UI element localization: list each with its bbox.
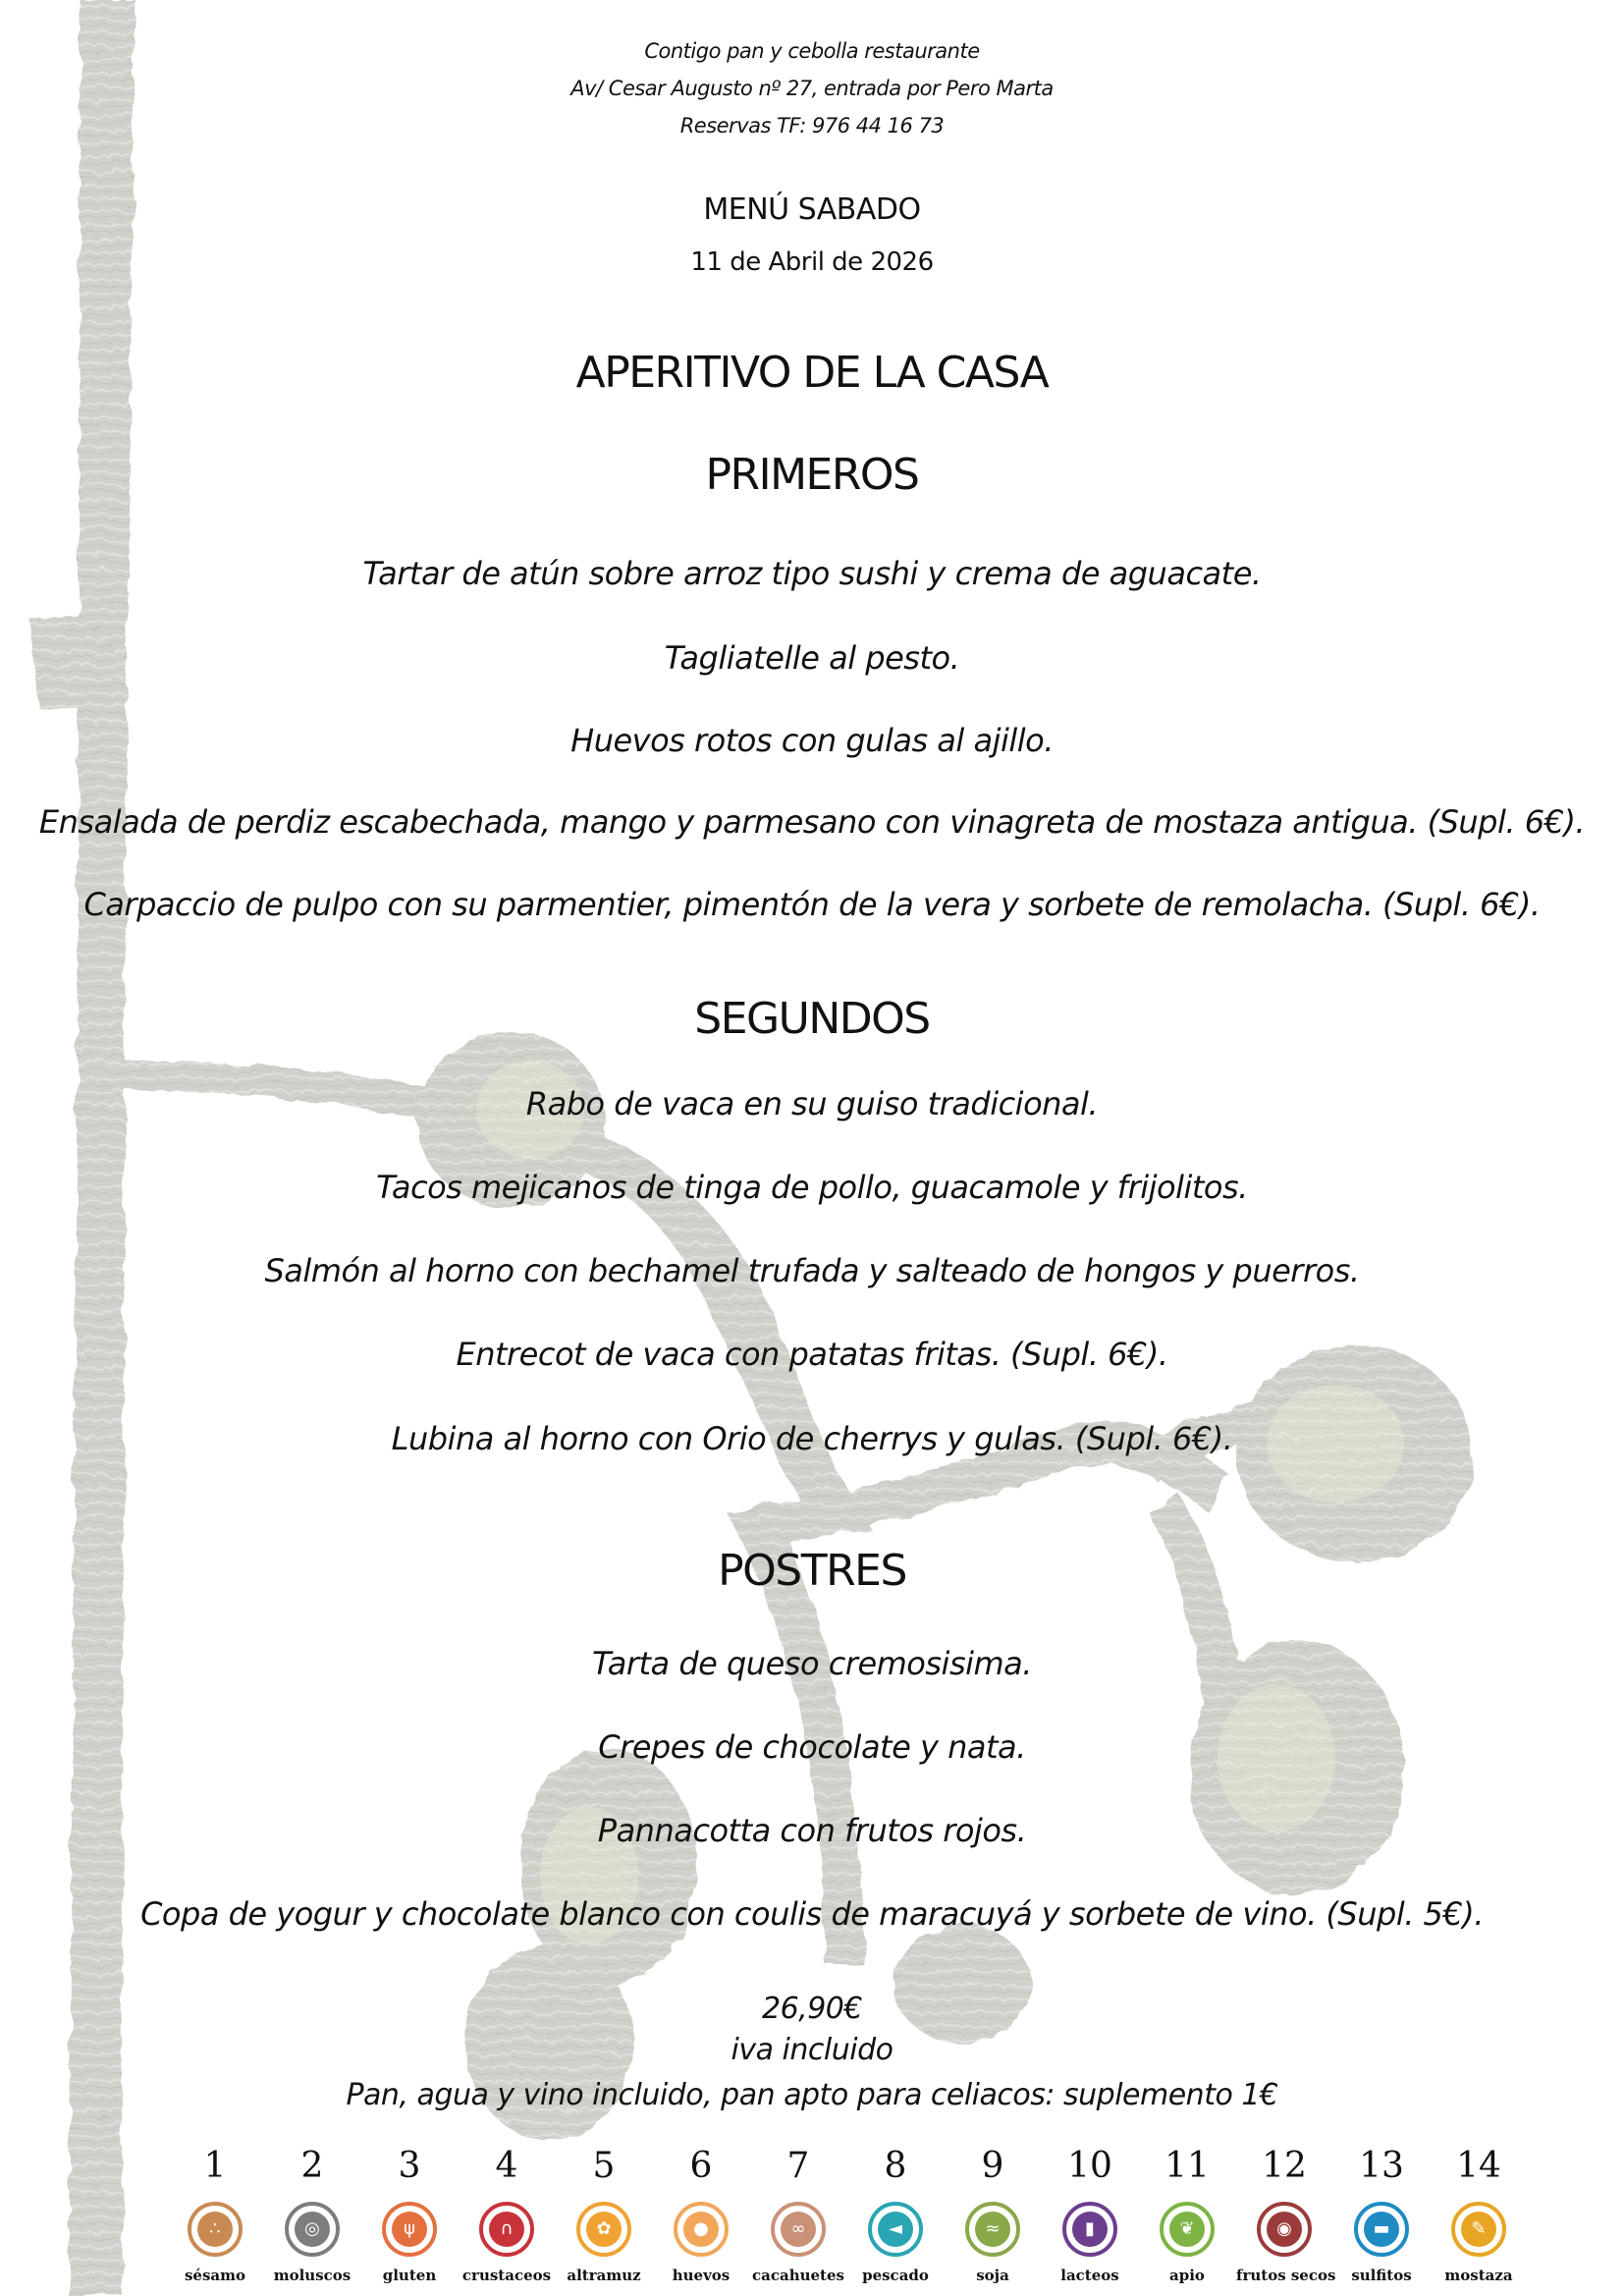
dairy-icon xyxy=(1062,2202,1117,2257)
menu-item: Carpaccio de pulpo con su parmentier, pimentón de la vera y sorbete de remolacha. (Supl. 6€). xyxy=(83,886,1541,923)
allergen-symbol: ψ xyxy=(392,2212,427,2247)
allergen-name: crustaceos xyxy=(461,2267,552,2284)
lupin-icon xyxy=(576,2202,631,2257)
nuts-icon xyxy=(1257,2202,1312,2257)
allergen-name: huevos xyxy=(672,2267,731,2284)
allergen-number: 1 xyxy=(203,2146,227,2186)
allergen-symbol: ✎ xyxy=(1461,2212,1496,2247)
allergen-number: 7 xyxy=(786,2146,810,2186)
allergen-number: 2 xyxy=(300,2146,324,2186)
soy-icon xyxy=(965,2202,1020,2257)
allergen-item xyxy=(459,2147,555,2284)
tax-note: iva incluido xyxy=(731,2033,893,2067)
allergen-name: mostaza xyxy=(1444,2267,1513,2284)
mustard-icon xyxy=(1451,2202,1506,2257)
fish-icon xyxy=(868,2202,923,2257)
allergen-number: 4 xyxy=(495,2146,518,2186)
menu-item: Entrecot de vaca con patatas fritas. (Supl. 6€). xyxy=(456,1336,1168,1373)
menu-item: Lubina al horno con Orio de cherrys y gulas. (Supl. 6€). xyxy=(391,1420,1233,1457)
section-title-primeros: PRIMEROS xyxy=(705,450,919,500)
menu-title: MENÚ SABADO xyxy=(703,192,921,227)
allergen-name: gluten xyxy=(382,2267,437,2284)
wheat-icon xyxy=(382,2202,437,2257)
section-title-segundos: SEGUNDOS xyxy=(694,994,930,1044)
allergen-name: moluscos xyxy=(273,2267,352,2284)
allergen-item xyxy=(1042,2147,1138,2284)
allergen-number: 10 xyxy=(1067,2146,1112,2186)
menu-item: Tarta de queso cremosisima. xyxy=(592,1645,1032,1682)
allergen-number: 3 xyxy=(398,2146,421,2186)
allergen-name: altramuz xyxy=(567,2267,641,2284)
allergen-name: soja xyxy=(976,2267,1009,2284)
allergen-item xyxy=(167,2147,263,2284)
allergen-symbol: ● xyxy=(683,2212,719,2247)
restaurant-address: Av/ Cesar Augusto nº 27, entrada por Pero Marta xyxy=(570,77,1054,100)
allergen-symbol: ≈ xyxy=(975,2212,1010,2247)
menu-item: Ensalada de perdiz escabechada, mango y parmesano con vinagreta de mostaza antigua. (Supl. 6€). xyxy=(38,803,1586,841)
menu-item: Tagliatelle al pesto. xyxy=(664,639,960,677)
appetizer-heading: APERITIVO DE LA CASA xyxy=(575,348,1049,398)
allergen-symbol: ✿ xyxy=(586,2212,622,2247)
sesame-icon xyxy=(188,2202,243,2257)
crustacean-icon xyxy=(479,2202,534,2257)
allergen-item xyxy=(1139,2147,1235,2284)
allergen-item xyxy=(264,2147,360,2284)
allergen-name: lacteos xyxy=(1060,2267,1119,2284)
allergen-name: sésamo xyxy=(184,2267,246,2284)
sulphites-icon xyxy=(1354,2202,1409,2257)
allergen-symbol: ∩ xyxy=(489,2212,524,2247)
allergen-name: cacahuetes xyxy=(752,2267,844,2284)
menu-item: Crepes de chocolate y nata. xyxy=(598,1728,1026,1766)
allergen-item xyxy=(653,2147,749,2284)
allergen-legend xyxy=(167,2147,1512,2294)
menu-item: Salmón al horno con bechamel trufada y salteado de hongos y puerros. xyxy=(264,1252,1360,1289)
allergen-name: sulfitos xyxy=(1351,2267,1412,2284)
allergen-symbol: ◉ xyxy=(1267,2212,1302,2247)
menu-price: 26,90€ xyxy=(762,1992,862,2026)
allergen-number: 9 xyxy=(981,2146,1004,2186)
menu-item: Pannacotta con frutos rojos. xyxy=(597,1812,1027,1849)
mollusc-icon xyxy=(285,2202,340,2257)
allergen-item xyxy=(556,2147,652,2284)
allergen-symbol: ◄ xyxy=(878,2212,913,2247)
allergen-name: apio xyxy=(1169,2267,1205,2284)
allergen-symbol: ▮ xyxy=(1072,2212,1108,2247)
menu-item: Huevos rotos con gulas al ajillo. xyxy=(570,722,1054,759)
allergen-item xyxy=(1333,2147,1430,2284)
allergen-item xyxy=(361,2147,458,2284)
allergen-name: frutos secos xyxy=(1236,2267,1336,2284)
allergen-item xyxy=(1431,2147,1527,2284)
allergen-number: 12 xyxy=(1262,2146,1307,2186)
allergen-symbol: ∴ xyxy=(197,2212,233,2247)
menu-item: Copa de yogur y chocolate blanco con coulis de maracuyá y sorbete de vino. (Supl. 5€). xyxy=(140,1895,1484,1933)
allergen-item xyxy=(847,2147,944,2284)
allergen-number: 8 xyxy=(884,2146,907,2186)
allergen-item xyxy=(945,2147,1041,2284)
allergen-symbol: ◎ xyxy=(295,2212,330,2247)
allergen-number: 14 xyxy=(1456,2146,1501,2186)
menu-date: 11 de Abril de 2026 xyxy=(690,247,934,277)
menu-item: Tacos mejicanos de tinga de pollo, guacamole y frijolitos. xyxy=(376,1169,1248,1206)
egg-icon xyxy=(674,2202,729,2257)
section-title-postres: POSTRES xyxy=(718,1546,906,1596)
allergen-number: 11 xyxy=(1164,2146,1210,2186)
reservations-phone: Reservas TF: 976 44 16 73 xyxy=(679,114,945,137)
allergen-number: 6 xyxy=(689,2146,713,2186)
extras-note: Pan, agua y vino incluido, pan apto para celiacos: suplemento 1€ xyxy=(346,2078,1278,2112)
allergen-number: 5 xyxy=(592,2146,616,2186)
allergen-symbol: ❦ xyxy=(1169,2212,1205,2247)
allergen-symbol: ∞ xyxy=(781,2212,816,2247)
menu-item: Tartar de atún sobre arroz tipo sushi y crema de aguacate. xyxy=(362,555,1262,592)
restaurant-name: Contigo pan y cebolla restaurante xyxy=(644,39,980,63)
allergen-number: 13 xyxy=(1359,2146,1404,2186)
allergen-symbol: ▬ xyxy=(1364,2212,1399,2247)
allergen-name: pescado xyxy=(862,2267,929,2284)
peanut-icon xyxy=(771,2202,826,2257)
celery-icon xyxy=(1160,2202,1215,2257)
allergen-item xyxy=(1236,2146,1336,2284)
allergen-item xyxy=(750,2147,846,2284)
menu-item: Rabo de vaca en su guiso tradicional. xyxy=(525,1085,1099,1122)
